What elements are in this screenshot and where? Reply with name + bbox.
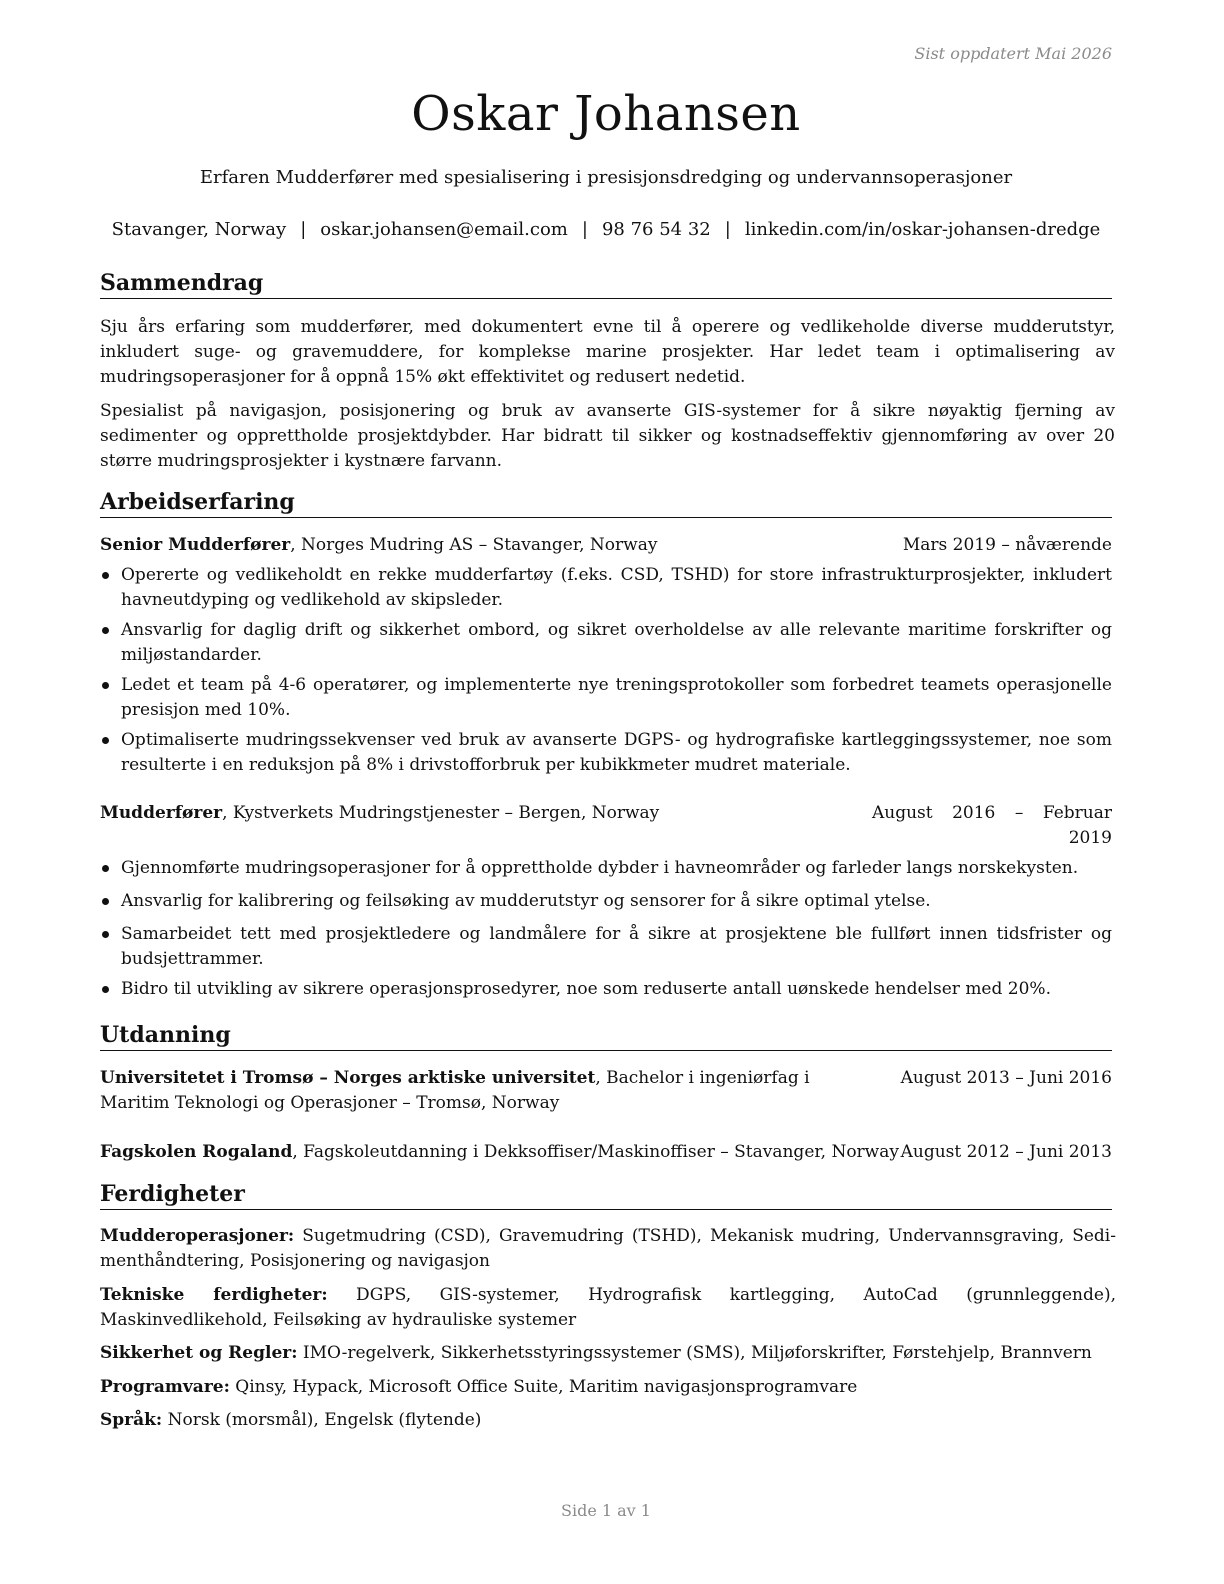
job-bullet: Opererte og vedlikeholdt en rekke mudderfartøy (f.eks. CSD, TSHD) for store infrastrukturprosjekter, inkludert havneutdyping og vedlikehold av skipsleder. (100, 563, 1112, 613)
summary-paragraph: Spesialist på navigasjon, posisjonering og bruk av avanserte GIS-systemer for å sikre nøyaktig fjerning av sedimenter og opprettholde prosjektdybder. Har bidratt til sikker og kostnadseffektiv gjennomføring av over 20 større mudringsprosjekter i kystnære farvann. (100, 401, 1115, 471)
job-header (100, 533, 1112, 558)
skill-value: DGPS, GIS-systemer, Hydrografisk kartlegging, AutoCad (grunnleggende), Maskinvedlikehold, Feilsøking av hydrauliske systemer (100, 1285, 1116, 1330)
skill-label: Programvare: (100, 1377, 230, 1397)
education-detail: , Fagskoleutdanning i Dekksoffiser/Maskinoffiser – Stavanger, Norway (292, 1142, 899, 1162)
job-employer: , Norges Mudring AS – Stavanger, Norway (290, 535, 658, 555)
contact-email[interactable]: oskar.johansen@email.com (320, 219, 568, 240)
skill-value: Norsk (morsmål), Engelsk (flytende) (162, 1410, 482, 1430)
summary-paragraph: Sju års erfaring som mudderfører, med dokumentert evne til å operere og vedlikeholde diverse mudderutstyr, inkludert suge- og gravemuddere, for komplekse marine prosjekter. Har ledet team i optimalisering av mudringsoperasjoner for å oppnå 15% økt effektivitet og redusert nedetid. (100, 317, 1115, 387)
candidate-name: Oskar Johansen (411, 86, 801, 142)
education-school: Universitetet i Tromsø – Norges arktiske universitet (100, 1068, 596, 1088)
section-title-experience: Arbeidserfaring (100, 489, 1112, 518)
last-updated-note: Sist oppdatert Mai 2026 (914, 44, 1112, 63)
job-employer: , Kystverkets Mudringstjenester – Bergen, Norway (222, 803, 660, 823)
contact-separator: | (581, 219, 588, 240)
education-dates: August 2012 – Juni 2013 (900, 1142, 1112, 1162)
skill-value: IMO-regelverk, Sikkerhetsstyringssystemer (SMS), Miljøforskrifter, Førstehjelp, Brannvern (297, 1343, 1092, 1363)
job-dates: August 2016 – Februar 2019 (872, 803, 1112, 848)
job-bullet-list (100, 856, 1112, 1002)
job-bullet: Samarbeidet tett med prosjektledere og landmålere for å sikre at prosjektene ble fullført innen tidsfrister og budsjettrammer. (100, 922, 1112, 972)
contact-phone: 98 76 54 32 (601, 219, 711, 240)
contact-separator: | (724, 219, 731, 240)
education-detail: , Bachelor i ingeniørfag i Maritim Teknologi og Operasjoner – Tromsø, Norway (100, 1068, 810, 1113)
education-dates: August 2013 – Juni 2016 (900, 1068, 1112, 1088)
job-bullet: Ledet et team på 4-6 operatører, og implementerte nye treningsprotokoller som forbedret teamets operasjonelle presisjon med 10%. (100, 673, 1112, 723)
job-bullet: Ansvarlig for daglig drift og sikkerhet ombord, og sikret overholdelse av alle relevante maritime forskrifter og miljøstandarder. (100, 618, 1112, 668)
skill-row (100, 1341, 1116, 1366)
education-entry (100, 1140, 1112, 1165)
education-entry (100, 1066, 1112, 1116)
section-title-skills: Ferdigheter (100, 1181, 1112, 1210)
skill-row (100, 1283, 1116, 1333)
candidate-tagline: Erfaren Mudderfører med spesialisering i presisjonsdredging og undervannsoperasjoner (199, 167, 1013, 188)
job-bullet: Optimaliserte mudringssekvenser ved bruk av avanserte DGPS- og hydrografiske kartleggingssystemer, noe som resulterte i en reduksjon på 8% i drivstofforbruk per kubikkmeter mudret materiale. (100, 728, 1112, 778)
education-school: Fagskolen Rogaland (100, 1142, 293, 1162)
skill-label: Språk: (100, 1410, 163, 1430)
job-role: Mudderfører (100, 803, 223, 823)
section-title-summary: Sammendrag (100, 270, 1112, 299)
skill-value: Sugetmudring (CSD), Gravemudring (TSHD), Mekanisk mudring, Undervannsgraving, Sedimenthåndtering, Posisjonering og navigasjon (100, 1226, 1116, 1271)
job-bullet-list (100, 563, 1112, 778)
job-header (100, 801, 1112, 851)
job-bullet: Ansvarlig for kalibrering og feilsøking av mudderutstyr og sensorer for å sikre optimal ytelse. (100, 889, 1112, 914)
contact-line (0, 219, 1212, 240)
skill-row (100, 1375, 1116, 1400)
skill-row (100, 1224, 1116, 1274)
job-bullet: Gjennomførte mudringsoperasjoner for å opprettholde dybder i havneområder og farleder langs norskekysten. (100, 856, 1112, 881)
job-role: Senior Mudderfører (100, 535, 291, 555)
section-title-education: Utdanning (100, 1022, 1112, 1051)
skill-label: Mudderoperasjoner: (100, 1226, 295, 1246)
skill-label: Sikkerhet og Regler: (100, 1343, 298, 1363)
contact-location: Stavanger, Norway (111, 219, 287, 240)
page-number: Side 1 av 1 (561, 1501, 651, 1520)
job-dates: Mars 2019 – nåværende (902, 535, 1112, 555)
skill-value: Qinsy, Hypack, Microsoft Office Suite, Maritim navigasjonsprogramvare (229, 1377, 858, 1397)
contact-separator: | (300, 219, 307, 240)
skill-row (100, 1408, 1116, 1433)
contact-linkedin[interactable]: linkedin.com/in/oskar-johansen-dredge (744, 219, 1101, 240)
skill-label: Tekniske ferdigheter: (100, 1285, 328, 1305)
job-bullet: Bidro til utvikling av sikrere operasjonsprosedyrer, noe som reduserte antall uønskede hendelser med 20%. (100, 977, 1112, 1002)
